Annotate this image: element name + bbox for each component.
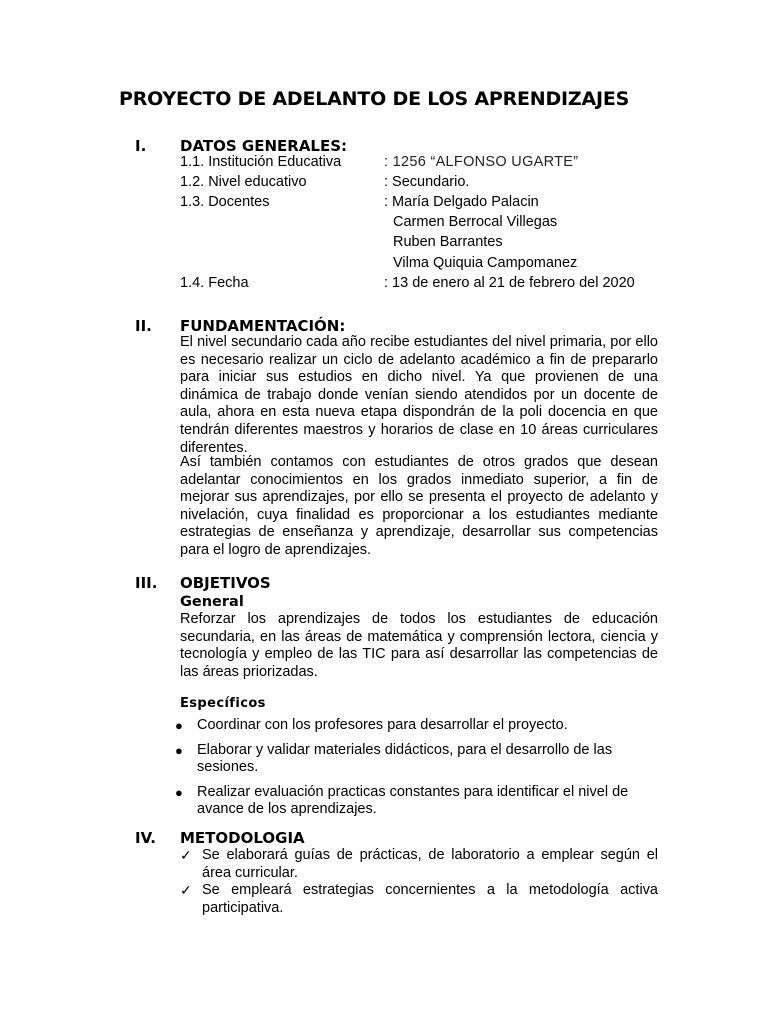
section-1-title: DATOS GENERALES: (180, 137, 348, 155)
section-1-number: I. (135, 137, 147, 155)
list-item: ✓ Se empleará estrategias concernientes a la metodología activa participativa. (180, 882, 658, 916)
datos-label-docentes: 1.3. Docentes (180, 194, 270, 210)
objetivo-general-text: Reforzar los aprendizajes de todos los estudiantes de educación secundaria, en las áreas de matemática y comprensión lectora, ciencia y tecnología y empleo de las TIC para así desarrollar las competencias de las áreas priorizadas. (180, 611, 658, 680)
datos-value-docente-4: Vilma Quiquia Campomanez (393, 255, 578, 271)
checkmark-icon: ✓ (180, 847, 192, 863)
datos-value-docente-2: Carmen Berrocal Villegas (393, 214, 558, 230)
bullet-dot-icon: ● (175, 742, 183, 758)
datos-value-docente-3: Ruben Barrantes (393, 234, 503, 250)
fundamentacion-paragraph-1: El nivel secundario cada año recibe estudiantes del nivel primaria, por ello es necesario realizar un ciclo de adelanto académico a fin de prepararlo para iniciar sus estudios en dicho nivel. Ya que provienen de una dinámica de trabajo donde venían siendo atendidos por un docente de aula, ahora en esta nueva etapa dispondrán de la poli docencia en que tendrán diferentes maestros y horarios de clase en 10 áreas curriculares diferentes. (180, 334, 658, 456)
section-2-number: II. (135, 317, 152, 335)
datos-value-docente-1: : María Delgado Palacin (384, 194, 539, 210)
fundamentacion-paragraph-2: Así también contamos con estudiantes de otros grados que desean adelantar conocimientos en los grados inmediato superior, a fin de mejorar sus aprendizajes, por ello se presenta el proyecto de adelanto y nivelación, cuya finalidad es proporcionar a los estudiantes mediante estrategias de enseñanza y aprendizaje, desarrollar sus competencias para el logro de aprendizajes. (180, 454, 658, 558)
bullet-dot-icon: ● (175, 718, 183, 733)
datos-value-fecha: : 13 de enero al 21 de febrero del 2020 (384, 275, 635, 291)
document-title: PROYECTO DE ADELANTO DE LOS APRENDIZAJES (119, 88, 630, 110)
list-item: ● Coordinar con los profesores para desarrollar el proyecto. (175, 717, 568, 733)
list-item: ● Realizar evaluación practicas constantes para identificar el nivel de avance de los aprendizajes. (175, 783, 629, 818)
datos-label-fecha: 1.4. Fecha (180, 275, 249, 291)
bullet-dot-icon: ● (175, 784, 183, 800)
datos-label-institucion: 1.1. Institución Educativa (180, 154, 342, 170)
datos-value-institucion: : 1256 “ALFONSO UGARTE” (384, 154, 579, 170)
section-3-number: III. (135, 574, 158, 592)
list-item: ✓ Se elaborará guías de prácticas, de laboratorio a emplear según el área curricular. (180, 847, 658, 881)
section-2-title: FUNDAMENTACIÓN: (180, 317, 346, 335)
objetivo-general-title: General (180, 594, 244, 610)
list-item: ● Elaborar y validar materiales didácticos, para el desarrollo de las sesiones. (175, 741, 613, 776)
datos-label-nivel: 1.2. Nivel educativo (180, 174, 307, 190)
metodologia-list (180, 847, 658, 917)
section-4-title: METODOLOGIA (180, 829, 305, 847)
section-4-number: IV. (135, 829, 156, 847)
especificos-list (175, 717, 660, 826)
objetivos-especificos-title: Específicos (180, 696, 266, 711)
checkmark-icon: ✓ (180, 882, 192, 899)
datos-value-nivel: : Secundario. (384, 174, 470, 190)
section-3-title: OBJETIVOS (180, 574, 271, 592)
